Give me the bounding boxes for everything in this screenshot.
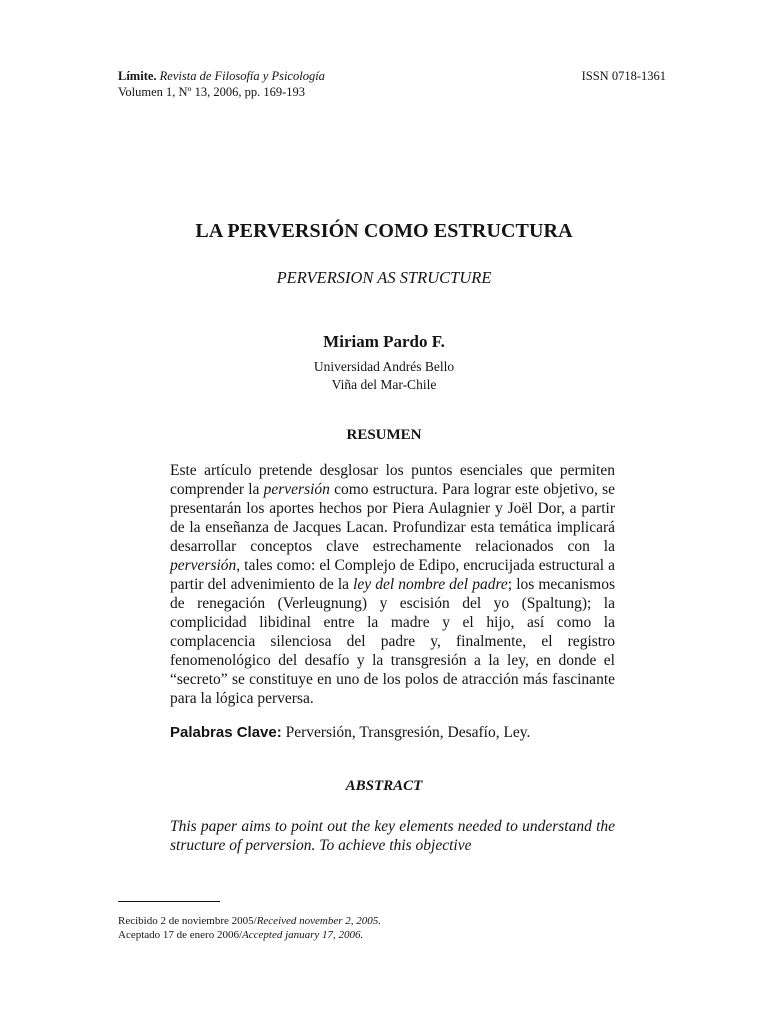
abstract-heading: ABSTRACT xyxy=(345,778,423,794)
accepted-es: Aceptado 17 de enero 2006/ xyxy=(118,929,243,941)
author-name: Miriam Pardo F. xyxy=(323,332,445,351)
abstract-paragraph: This paper aims to point out the key elements needed to understand the structure of perversion. To achieve this objective xyxy=(170,818,615,854)
affiliation-university: Universidad Andrés Bello xyxy=(313,359,455,374)
running-header xyxy=(118,68,325,100)
keywords-label: Palabras Clave: xyxy=(170,724,282,741)
received-date xyxy=(118,914,381,928)
resumen-text-2: como estructura. Para lograr este objetivo, se presentarán los aportes hechos por Piera Aulagnier y Joël Dor, a partir de la enseñanza de Jacques Lacan. Profundizar esta temática implicará desarrollar conceptos clave estrechamente relacionados con la xyxy=(170,481,615,555)
received-en: Received november 2, 2005. xyxy=(256,915,382,927)
article-subtitle: PERVERSION AS STRUCTURE xyxy=(276,268,492,287)
received-es: Recibido 2 de noviembre 2005/ xyxy=(118,915,257,927)
resumen-heading: RESUMEN xyxy=(346,427,422,443)
volume-info: Volumen 1, Nº 13, 2006, pp. 169-193 xyxy=(118,85,305,99)
footnotes xyxy=(118,914,381,942)
resumen-text-1: Este artículo pretende desglosar los puntos esenciales que permiten comprender la xyxy=(170,462,615,498)
journal-line xyxy=(118,68,325,84)
article-title: LA PERVERSIÓN COMO ESTRUCTURA xyxy=(195,220,573,242)
resumen-emphasis-1: perversión xyxy=(263,481,330,498)
journal-subtitle: Revista de Filosofía y Psicología xyxy=(159,69,325,83)
footnote-divider xyxy=(118,901,220,902)
resumen-emphasis-2: perversión xyxy=(170,557,237,574)
journal-name: Límite. xyxy=(118,69,157,83)
keywords-line xyxy=(170,723,615,742)
author-affiliation xyxy=(0,358,768,394)
resumen-emphasis-3: ley del nombre del padre xyxy=(353,576,508,593)
accepted-date xyxy=(118,928,381,942)
affiliation-city: Viña del Mar-Chile xyxy=(331,377,437,392)
resumen-text-4: ; los mecanismos de renegación (Verleugnung) y escisión del yo (Spaltung); la complicidad libidinal entre la madre y el hijo, así como la complacencia silenciosa del padre y, finalmente, el registro fenomenológico del desafío y la transgresión a la ley, en donde el “secreto” se constituye en uno de los polos de atracción más fascinante para la lógica perversa. xyxy=(170,576,615,707)
resumen-paragraph xyxy=(170,461,615,708)
accepted-en: Accepted january 17, 2006. xyxy=(242,929,364,941)
issn: ISSN 0718-1361 xyxy=(581,69,666,83)
keywords-list: Perversión, Transgresión, Desafío, Ley. xyxy=(281,724,531,741)
resumen-text-3: , tales como: el Complejo de Edipo, encrucijada estructural a partir del advenimiento de la xyxy=(170,557,615,593)
